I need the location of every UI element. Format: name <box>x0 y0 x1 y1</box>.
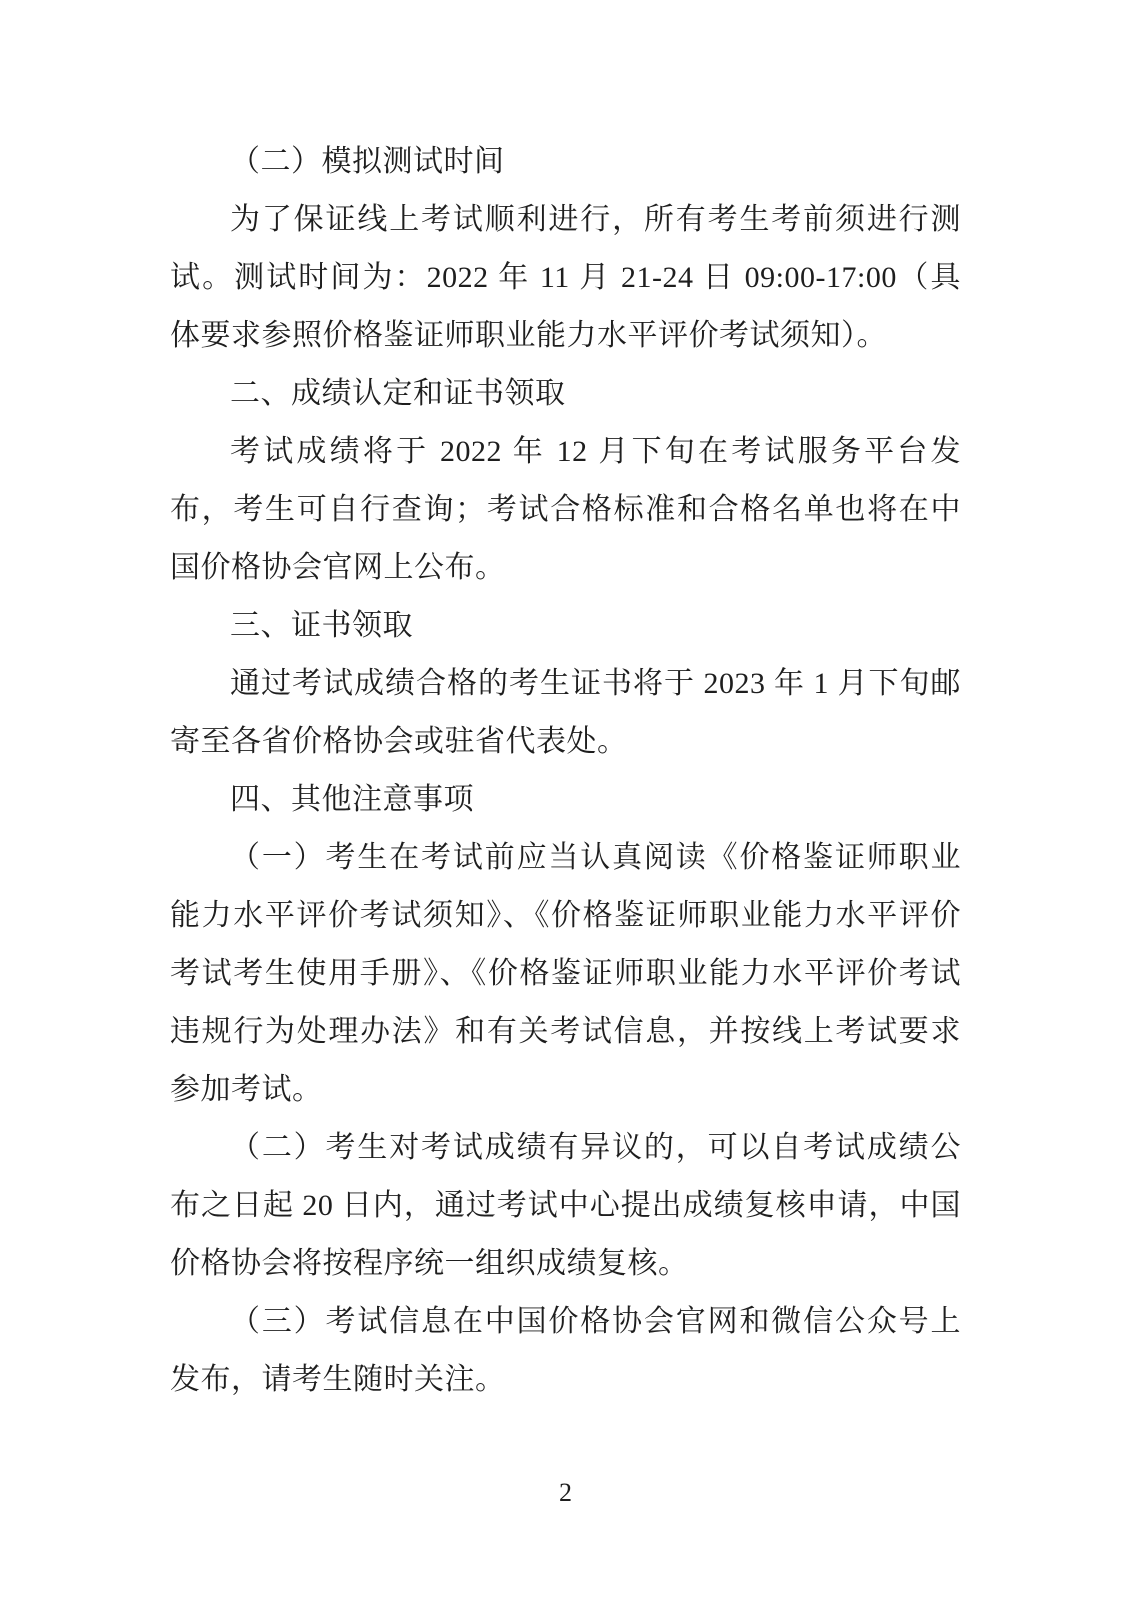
body-paragraph-mock-test-details: 为了保证线上考试顺利进行，所有考生考前须进行测试。测试时间为：2022 年 11 月 21-24 日 09:00-17:00（具体要求参照价格鉴证师职业能力水平评价考试须知）。 <box>170 203 961 352</box>
section-title-other-notes: 四、其他注意事项 <box>230 783 474 816</box>
page-number: 2 <box>559 1478 572 1507</box>
body-paragraph-score-release: 考试成绩将于 2022 年 12 月下旬在考试服务平台发布，考生可自行查询；考试合格标准和合格名单也将在中国价格协会官网上公布。 <box>170 435 961 584</box>
body-paragraph-info-channels: （三）考试信息在中国价格协会官网和微信公众号上发布，请考生随时关注。 <box>170 1305 961 1396</box>
subsection-title-mock-test-time: （二）模拟测试时间 <box>230 145 505 178</box>
document-body <box>170 133 961 1409</box>
section-title-certificate-collection: 三、证书领取 <box>230 609 413 642</box>
body-paragraph-score-review: （二）考生对考试成绩有异议的，可以自考试成绩公布之日起 20 日内，通过考试中心提出成绩复核申请，中国价格协会将按程序统一组织成绩复核。 <box>170 1131 961 1280</box>
section-title-score-certificate: 二、成绩认定和证书领取 <box>230 377 566 410</box>
body-paragraph-reading-requirements: （一）考生在考试前应当认真阅读《价格鉴证师职业能力水平评价考试须知》、《价格鉴证师职业能力水平评价考试考生使用手册》、《价格鉴证师职业能力水平评价考试违规行为处理办法》和有关考试信息，并按线上考试要求参加考试。 <box>170 841 961 1106</box>
body-paragraph-certificate-mailing: 通过考试成绩合格的考生证书将于 2023 年 1 月下旬邮寄至各省价格协会或驻省代表处。 <box>170 667 961 758</box>
